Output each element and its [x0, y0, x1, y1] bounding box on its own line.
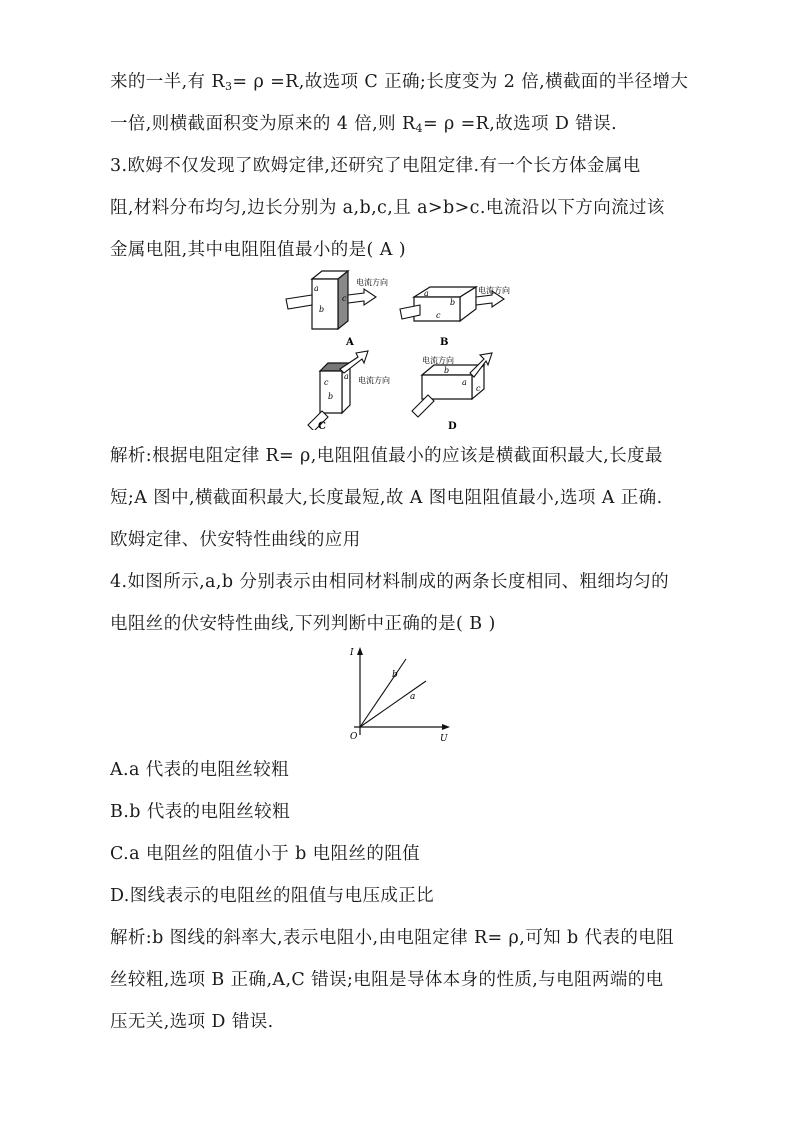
panel-d: [412, 353, 492, 417]
label-b: b: [444, 366, 450, 375]
current-direction-label: 电流方向: [478, 286, 510, 295]
line-b: [360, 659, 406, 727]
analysis-line-1: 解析:根据电阻定律 R= ρ,电阻阻值最小的应该是横截面积最大,长度最: [110, 446, 663, 466]
panel-label-b: B: [440, 337, 449, 348]
question-3-line-2: 阻,材料分布均匀,边长分别为 a,b,c,且 a>b>c.电流沿以下方向流过该: [110, 198, 665, 218]
analysis-line-2: 短;A 图中,横截面积最大,长度最短,故 A 图电阻阻值最小,选项 A 正确.: [110, 488, 663, 508]
current-direction-label: 电流方向: [358, 376, 390, 385]
panel-a: [286, 271, 388, 348]
current-direction-label: 电流方向: [356, 278, 388, 287]
panel-label-a: A: [346, 337, 354, 348]
line-a: [360, 681, 426, 727]
panel-label-c: C: [318, 421, 326, 430]
label-c: c: [324, 378, 329, 387]
question-4-line-2: 电阻丝的伏安特性曲线,下列判断中正确的是( B ): [110, 614, 496, 634]
axis-label-i: I: [350, 648, 354, 658]
label-a: a: [314, 284, 319, 293]
iu-characteristic-graph: [336, 645, 456, 745]
question-3-line-1: 3.欧姆不仅发现了欧姆定律,还研究了电阻定律.有一个长方体金属电: [110, 156, 641, 176]
origin-label: O: [350, 732, 358, 742]
label-b: b: [450, 298, 456, 307]
option-d: D.图线表示的电阻丝的阻值与电压成正比: [110, 886, 435, 906]
text-line-2: 一倍,则横截面积变为原来的 4 倍,则 $R_4= \rho =R$,故选项 D 错误.: [110, 114, 618, 135]
resistor-orientation-figure: [280, 265, 520, 430]
panel-c: [308, 351, 390, 430]
label-a: a: [462, 378, 467, 387]
analysis-4-line-1: 解析:b 图线的斜率大,表示电阻小,由电阻定律 R= ρ,可知 b 代表的电阻: [110, 928, 675, 948]
option-c: C.a 电阻丝的阻值小于 b 电阻丝的阻值: [110, 844, 421, 864]
line-a-label: a: [410, 692, 416, 702]
section-heading: 欧姆定律、伏安特性曲线的应用: [110, 530, 361, 550]
label-c: c: [476, 384, 481, 393]
label-a: a: [344, 372, 349, 381]
question-4-line-1: 4.如图所示,a,b 分别表示由相同材料制成的两条长度相同、粗细均匀的: [110, 572, 670, 592]
analysis-4-line-3: 压无关,选项 D 错误.: [110, 1012, 274, 1032]
question-3-line-3: 金属电阻,其中电阻阻值最小的是( A ): [110, 240, 406, 260]
current-direction-label: 电流方向: [422, 356, 454, 365]
analysis-4-line-2: 丝较粗,选项 B 正确,A,C 错误;电阻是导体本身的性质,与电阻两端的电: [110, 970, 664, 990]
option-a: A.a 代表的电阻丝较粗: [110, 760, 289, 780]
panel-label-d: D: [448, 421, 457, 430]
label-c: c: [342, 294, 347, 303]
label-a: a: [424, 289, 429, 298]
panel-b: [400, 285, 510, 348]
label-b: b: [319, 305, 325, 314]
label-c: c: [436, 311, 441, 320]
label-b: b: [328, 392, 334, 401]
axis-label-u: U: [440, 734, 448, 744]
text-line-1: 来的一半,有 $R_3= \rho =R$,故选项 C 正确;长度变为 2 倍,横截面的半径增大: [110, 72, 689, 93]
line-b-label: b: [392, 670, 398, 680]
option-b: B.b 代表的电阻丝较粗: [110, 802, 290, 822]
